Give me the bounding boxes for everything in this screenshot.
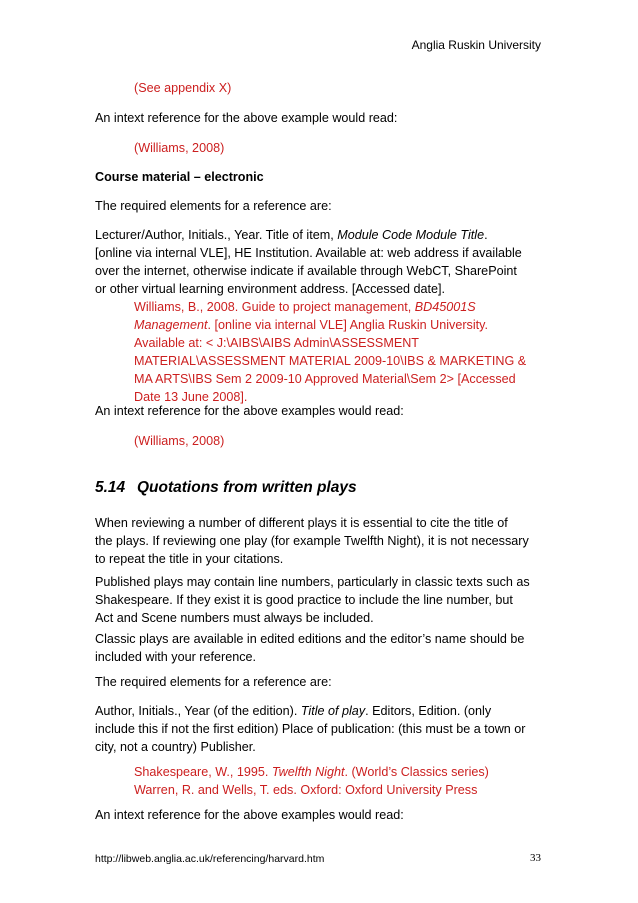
paragraph-3: Classic plays are available in edited editions and the editor’s name should be included with your reference. [95, 632, 525, 664]
required-intro-1: The required elements for a reference are: [95, 199, 332, 213]
format-1-line-4: or other virtual learning environment address. [Accessed date]. [95, 282, 446, 296]
appendix-note: (See appendix X) [134, 81, 232, 95]
required-intro-2: The required elements for a reference are: [95, 675, 332, 689]
format-1-line-2: [online via internal VLE], HE Institution. Available at: web address if available [95, 246, 522, 260]
section-heading [95, 479, 357, 497]
format-block-1 [95, 226, 555, 298]
intext-example-1: (Williams, 2008) [134, 141, 225, 155]
intext-intro-1: An intext reference for the above example would read: [95, 111, 398, 125]
page-header: Anglia Ruskin University [411, 38, 541, 52]
page-number: 33 [530, 852, 541, 864]
paragraph-2: Published plays may contain line numbers, particularly in classic texts such as Shakespeare. If they exist it is good practice to include the line number, but Act and Scene numbers must always be included. [95, 575, 530, 625]
format-block-2: Author, Initials., Year (of the edition). Title of play. Editors, Edition. (only include this if not the first edition) Place of publication: (this must be a town or city, not a country) Publisher. [95, 704, 526, 754]
format-1-line-1: Lecturer/Author, Initials., Year. Title of item, Module Code Module Title. [95, 228, 488, 242]
section-title: Quotations from written plays [137, 479, 357, 496]
reference-example-3: Shakespeare, W., 1995. Twelfth Night. (World’s Classics series) Warren, R. and Wells, T. eds. Oxford: Oxford University Press [134, 765, 489, 797]
intext-intro-3: An intext reference for the above examples would read: [95, 808, 404, 822]
reference-example-2: Williams, B., 2008. Guide to project management, BD45001S Management. [online via internal VLE] Anglia Ruskin University. Available at: < J:\AIBS\AIBS Admin\ASSESSMENT MATERIAL\ASSESSMENT MATERIAL 2009-10\IBS & MARKETING & MA ARTS\IBS Sem 2 2009-10 Approved Material\Sem 2> [Accessed Date 13 June 2008]. [134, 300, 527, 404]
intext-example-2: (Williams, 2008) [134, 434, 225, 448]
format-1-line-3: over the internet, otherwise indicate if available through WebCT, SharePoint [95, 264, 517, 278]
intext-intro-2: An intext reference for the above examples would read: [95, 404, 404, 418]
subheading: Course material – electronic [95, 170, 264, 184]
footer-url: http://libweb.anglia.ac.uk/referencing/harvard.htm [95, 853, 325, 865]
paragraph-1: When reviewing a number of different plays it is essential to cite the title of the plays. If reviewing one play (for example Twelfth Night), it is not necessary to repeat the title in your citations. [95, 516, 529, 566]
section-number: 5.14 [95, 479, 126, 496]
